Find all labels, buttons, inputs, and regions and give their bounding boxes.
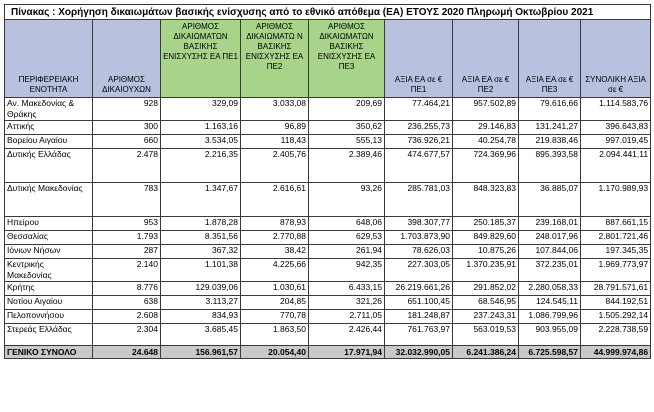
- cell-total-value: 1.170.989,93: [581, 183, 651, 217]
- cell-rights-pe2: 2.770,88: [241, 231, 309, 245]
- cell-total-value: 28.791.571,61: [581, 282, 651, 296]
- cell-rights-pe1: 834,93: [161, 310, 241, 324]
- cell-value-pe2: 250.185,37: [453, 217, 519, 231]
- cell-total-value: 887.661,15: [581, 217, 651, 231]
- cell-rights-pe1: 1.163,16: [161, 121, 241, 135]
- cell-rights-pe2: 878,93: [241, 217, 309, 231]
- cell-value-pe3: 79.616,66: [519, 98, 581, 121]
- table-row: [5, 310, 651, 324]
- cell-value-pe3: 239.168,01: [519, 217, 581, 231]
- cell-total-value: 997.019,45: [581, 135, 651, 149]
- cell-total-value: 1.505.292,14: [581, 310, 651, 324]
- cell-value-pe1: 26.219.661,26: [385, 282, 453, 296]
- cell-rights-pe3: 555,13: [309, 135, 385, 149]
- header-total-value: ΣΥΝΟΛΙΚΗ ΑΞΙΑ σε €: [581, 20, 651, 98]
- cell-rights-pe3: 648,06: [309, 217, 385, 231]
- cell-region: Δυτικής Μακεδονίας: [5, 183, 93, 217]
- cell-beneficiaries: 638: [93, 296, 161, 310]
- cell-region: Ιόνιων Νήσων: [5, 245, 93, 259]
- table-row: [5, 121, 651, 135]
- header-beneficiaries: ΑΡΙΘΜΟΣ ΔΙΚΑΙΟΥΧΩΝ: [93, 20, 161, 98]
- header-rights-pe3: ΑΡΙΘΜΟΣ ΔΙΚΑΙΩΜΑΤΩΝ ΒΑΣΙΚΗΣ ΕΝΙΣΧΥΣΗΣ ΕΑ ΠΕ3: [309, 20, 385, 98]
- table-row: [5, 259, 651, 282]
- cell-beneficiaries: 783: [93, 183, 161, 217]
- cell-rights-pe3: 261,94: [309, 245, 385, 259]
- total-cell-total-value: 44.999.974,86: [581, 346, 651, 359]
- cell-rights-pe2: 118,43: [241, 135, 309, 149]
- cell-value-pe2: 849.829,60: [453, 231, 519, 245]
- cell-value-pe1: 651.100,45: [385, 296, 453, 310]
- cell-value-pe2: 1.370.235,91: [453, 259, 519, 282]
- cell-total-value: 197.345,35: [581, 245, 651, 259]
- cell-rights-pe3: 350,62: [309, 121, 385, 135]
- cell-total-value: 2.094.441,11: [581, 149, 651, 183]
- cell-rights-pe2: 1.863,50: [241, 324, 309, 346]
- table-title: Πίνακας : Χορήγηση δικαιωμάτων βασικής ενίσχυσης από το εθνικό απόθεμα (ΕΑ) ΕΤΟΥΣ 2020 Πληρωμή Οκτωβρίου 2021: [5, 5, 651, 20]
- cell-rights-pe3: 2.426,44: [309, 324, 385, 346]
- cell-region: Νοτίου Αιγαίου: [5, 296, 93, 310]
- cell-total-value: 1.969.773,97: [581, 259, 651, 282]
- cell-total-value: 1.114.583,76: [581, 98, 651, 121]
- cell-beneficiaries: 2.478: [93, 149, 161, 183]
- cell-region: Δυτικής Ελλάδας: [5, 149, 93, 183]
- table-row: [5, 135, 651, 149]
- cell-rights-pe1: 3.685,45: [161, 324, 241, 346]
- cell-rights-pe2: 3.033,08: [241, 98, 309, 121]
- cell-beneficiaries: 287: [93, 245, 161, 259]
- cell-beneficiaries: 2.140: [93, 259, 161, 282]
- cell-beneficiaries: 300: [93, 121, 161, 135]
- cell-rights-pe3: 321,26: [309, 296, 385, 310]
- cell-beneficiaries: 1.793: [93, 231, 161, 245]
- cell-region: Κεντρικής Μακεδονίας: [5, 259, 93, 282]
- cell-region: Αττικής: [5, 121, 93, 135]
- cell-value-pe1: 77.464,21: [385, 98, 453, 121]
- cell-rights-pe2: 770,78: [241, 310, 309, 324]
- cell-value-pe1: 78.626,03: [385, 245, 453, 259]
- cell-value-pe3: 2.280.058,33: [519, 282, 581, 296]
- cell-value-pe3: 107.844,06: [519, 245, 581, 259]
- cell-beneficiaries: 2.608: [93, 310, 161, 324]
- cell-value-pe2: 29.146,83: [453, 121, 519, 135]
- cell-value-pe2: 291.852,02: [453, 282, 519, 296]
- cell-total-value: 844.192,51: [581, 296, 651, 310]
- cell-value-pe1: 285.781,03: [385, 183, 453, 217]
- cell-value-pe1: 398.307,77: [385, 217, 453, 231]
- cell-rights-pe3: 93,26: [309, 183, 385, 217]
- table-row: [5, 217, 651, 231]
- cell-rights-pe2: 96,89: [241, 121, 309, 135]
- cell-rights-pe1: 2.216,35: [161, 149, 241, 183]
- header-row: [5, 20, 651, 98]
- table-row: [5, 149, 651, 183]
- cell-region: Στερεάς Ελλάδας: [5, 324, 93, 346]
- total-cell-value-pe1: 32.032.990,05: [385, 346, 453, 359]
- cell-region: Πελοποννήσου: [5, 310, 93, 324]
- cell-value-pe2: 10.875,26: [453, 245, 519, 259]
- cell-rights-pe3: 629,53: [309, 231, 385, 245]
- cell-rights-pe1: 1.101,38: [161, 259, 241, 282]
- cell-value-pe1: 227.303,05: [385, 259, 453, 282]
- cell-total-value: 2.228.738,59: [581, 324, 651, 346]
- total-cell-value-pe3: 6.725.598,57: [519, 346, 581, 359]
- header-value-pe1: ΑΞΙΑ ΕΑ σε € ΠΕ1: [385, 20, 453, 98]
- cell-value-pe1: 761.763,97: [385, 324, 453, 346]
- cell-rights-pe1: 3.113,27: [161, 296, 241, 310]
- cell-rights-pe2: 2.616,61: [241, 183, 309, 217]
- cell-value-pe3: 248.017,96: [519, 231, 581, 245]
- cell-rights-pe3: 209,69: [309, 98, 385, 121]
- cell-rights-pe2: 204,85: [241, 296, 309, 310]
- table-row: [5, 282, 651, 296]
- header-region: ΠΕΡΙΦΕΡΕΙΑΚΗ ΕΝΟΤΗΤΑ: [5, 20, 93, 98]
- cell-value-pe2: 957.502,89: [453, 98, 519, 121]
- cell-value-pe2: 40.254,78: [453, 135, 519, 149]
- total-cell-beneficiaries: 24.648: [93, 346, 161, 359]
- cell-value-pe3: 1.086.799,96: [519, 310, 581, 324]
- cell-rights-pe2: 38,42: [241, 245, 309, 259]
- header-rights-pe2: ΑΡΙΘΜΟΣ ΔΙΚΑΙΩΜΑΤΩ Ν ΒΑΣΙΚΗΣ ΕΝΙΣΧΥΣΗΣ ΕΑ ΠΕ2: [241, 20, 309, 98]
- cell-beneficiaries: 2.304: [93, 324, 161, 346]
- total-row: [5, 346, 651, 359]
- total-cell-value-pe2: 6.241.386,24: [453, 346, 519, 359]
- cell-value-pe2: 68.546,95: [453, 296, 519, 310]
- cell-rights-pe1: 129.039,06: [161, 282, 241, 296]
- total-cell-rights-pe1: 156.961,57: [161, 346, 241, 359]
- cell-rights-pe1: 367,32: [161, 245, 241, 259]
- cell-rights-pe1: 8.351,56: [161, 231, 241, 245]
- cell-rights-pe1: 3.534,05: [161, 135, 241, 149]
- cell-value-pe2: 563.019,53: [453, 324, 519, 346]
- cell-value-pe2: 237.243,31: [453, 310, 519, 324]
- cell-value-pe1: 1.703.873,90: [385, 231, 453, 245]
- total-label: ΓΕΝΙΚΟ ΣΥΝΟΛΟ: [5, 346, 93, 359]
- cell-value-pe1: 474.677,57: [385, 149, 453, 183]
- table-row: [5, 231, 651, 245]
- cell-value-pe3: 372.235,01: [519, 259, 581, 282]
- cell-value-pe1: 736.926,21: [385, 135, 453, 149]
- table-row: [5, 98, 651, 121]
- table-row: [5, 324, 651, 346]
- title-row: [5, 5, 651, 20]
- cell-rights-pe1: 329,09: [161, 98, 241, 121]
- cell-region: Κρήτης: [5, 282, 93, 296]
- cell-rights-pe2: 1.030,61: [241, 282, 309, 296]
- cell-rights-pe1: 1.878,28: [161, 217, 241, 231]
- cell-beneficiaries: 8.776: [93, 282, 161, 296]
- table-row: [5, 183, 651, 217]
- cell-value-pe1: 236.255,73: [385, 121, 453, 135]
- cell-rights-pe3: 6.433,15: [309, 282, 385, 296]
- cell-total-value: 2.801.721,46: [581, 231, 651, 245]
- cell-total-value: 396.643,83: [581, 121, 651, 135]
- cell-rights-pe1: 1.347,67: [161, 183, 241, 217]
- cell-rights-pe2: 2.405,76: [241, 149, 309, 183]
- total-cell-rights-pe3: 17.971,94: [309, 346, 385, 359]
- cell-beneficiaries: 660: [93, 135, 161, 149]
- cell-beneficiaries: 953: [93, 217, 161, 231]
- cell-region: Βορείου Αιγαίου: [5, 135, 93, 149]
- cell-value-pe3: 36.885,07: [519, 183, 581, 217]
- cell-value-pe1: 181.248,87: [385, 310, 453, 324]
- cell-value-pe2: 848.323,83: [453, 183, 519, 217]
- cell-value-pe2: 724.369,96: [453, 149, 519, 183]
- cell-beneficiaries: 928: [93, 98, 161, 121]
- table-row: [5, 245, 651, 259]
- cell-value-pe3: 895.393,58: [519, 149, 581, 183]
- table-body: [5, 5, 651, 359]
- total-cell-rights-pe2: 20.054,40: [241, 346, 309, 359]
- cell-region: Αν. Μακεδονίας & Θράκης: [5, 98, 93, 121]
- cell-rights-pe2: 4.225,66: [241, 259, 309, 282]
- cell-region: Ηπείρου: [5, 217, 93, 231]
- cell-rights-pe3: 2.711,05: [309, 310, 385, 324]
- header-value-pe2: ΑΞΙΑ ΕΑ σε € ΠΕ2: [453, 20, 519, 98]
- cell-value-pe3: 219.838,46: [519, 135, 581, 149]
- payments-table: [4, 4, 651, 359]
- cell-rights-pe3: 942,35: [309, 259, 385, 282]
- header-value-pe3: ΑΞΙΑ ΕΑ σε € ΠΕ3: [519, 20, 581, 98]
- header-rights-pe1: ΑΡΙΘΜΟΣ ΔΙΚΑΙΩΜΑΤΩΝ ΒΑΣΙΚΗΣ ΕΝΙΣΧΥΣΗΣ ΕΑ ΠΕ1: [161, 20, 241, 98]
- cell-value-pe3: 124.545,11: [519, 296, 581, 310]
- cell-value-pe3: 131.241,27: [519, 121, 581, 135]
- cell-region: Θεσσαλίας: [5, 231, 93, 245]
- cell-value-pe3: 903.955,09: [519, 324, 581, 346]
- table-row: [5, 296, 651, 310]
- cell-rights-pe3: 2.389,46: [309, 149, 385, 183]
